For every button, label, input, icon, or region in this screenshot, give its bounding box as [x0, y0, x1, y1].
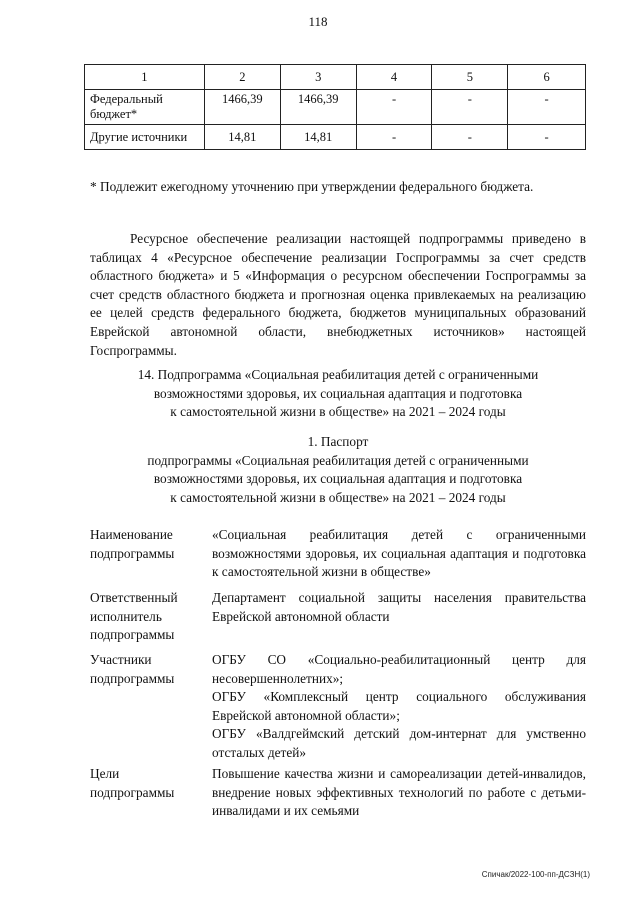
table-cell: 1466,39 [280, 90, 356, 125]
passport-heading-line: 1. Паспорт [307, 434, 369, 449]
passport-label-name: Наименование подпрограммы [90, 527, 175, 561]
passport-value-line: ОГБУ СО «Социально-реабилитационный центр для несовершеннолетних»; [212, 652, 586, 686]
table-cell: 14,81 [280, 125, 356, 150]
table-cell: - [508, 125, 586, 150]
table-row [85, 90, 586, 125]
table-header-cell: 5 [432, 65, 508, 90]
table-header-cell: 3 [280, 65, 356, 90]
table-header-cell: 1 [85, 65, 205, 90]
funding-table [84, 64, 586, 150]
passport-value-goals [212, 765, 586, 821]
table-cell: - [356, 125, 432, 150]
section-heading-line: возможностями здоровья, их социальная адаптация и подготовка [153, 385, 523, 401]
section-heading-line: 14. Подпрограмма «Социальная реабилитация детей с ограниченными [137, 367, 539, 382]
passport-label-participants: Участники подпрограммы [90, 652, 175, 686]
passport-label-executor: Ответственный исполнитель подпрограммы [90, 590, 178, 643]
footnote: * Подлежит ежегодному уточнению при утверждении федерального бюджета. [90, 179, 534, 194]
passport-heading-line: возможностями здоровья, их социальная адаптация и подготовка [153, 471, 523, 487]
table-header-cell: 2 [204, 65, 280, 90]
footer-code: Спичак/2022-100-пп-ДСЗН(1) [481, 870, 590, 879]
table-cell: - [356, 90, 432, 125]
table-row [85, 125, 586, 150]
table-cell: - [508, 90, 586, 125]
resource-paragraph [90, 230, 586, 360]
table-cell: 1466,39 [204, 90, 280, 125]
passport-value-executor [212, 589, 586, 626]
table-cell-source: Другие источники [85, 125, 205, 150]
passport-value-participants [212, 651, 586, 763]
table-cell: - [432, 125, 508, 150]
section-heading [90, 366, 586, 422]
table-cell: - [432, 90, 508, 125]
table-cell: 14,81 [204, 125, 280, 150]
passport-value-line: Повышение качества жизни и самореализации детей-инвалидов, внедрение новых эффективных технологий по работе с детьми-инвалидами и их семьями [212, 766, 586, 819]
passport-value-line: ОГБУ «Комплексный центр социального обслуживания Еврейской автономной области»; [212, 689, 586, 723]
resource-paragraph-text: Ресурсное обеспечение реализации настоящей подпрограммы приведено в таблицах 4 «Ресурсное обеспечение реализации Госпрограммы за счет средств областного бюджета» и 5 «Информация о ресурсном обеспечении Госпрограммы за счет средств областного бюджета и прогнозная оценка привлекаемых на реализацию ее целей средств федерального бюджета, бюджетов муниципальных образований Еврейской автономной области, внебюджетных источников» настоящей Госпрограммы. [90, 231, 586, 358]
passport-label-goals: Цели подпрограммы [90, 766, 175, 800]
table-header-cell: 6 [508, 65, 586, 90]
passport-value-line: «Социальная реабилитация детей с ограниченными возможностями здоровья, их социальная адаптация и подготовка к самостоятельной жизни в обществе» [212, 527, 586, 580]
table-cell-source: Федеральный бюджет* [85, 90, 205, 125]
table-header-cell: 4 [356, 65, 432, 90]
page-number: 118 [308, 14, 328, 29]
table-header-row [85, 65, 586, 90]
passport-value-line: Департамент социальной защиты населения правительства Еврейской автономной области [212, 590, 586, 624]
passport-heading [90, 433, 586, 507]
section-heading-line: к самостоятельной жизни в обществе» на 2021 – 2024 годы [170, 404, 506, 420]
passport-heading-line: к самостоятельной жизни в обществе» на 2021 – 2024 годы [170, 489, 506, 505]
passport-heading-line: подпрограммы «Социальная реабилитация детей с ограниченными [147, 452, 529, 468]
passport-value-line: ОГБУ «Валдгеймский детский дом-интернат для умственно отсталых детей» [212, 726, 586, 760]
passport-value-name [212, 526, 586, 582]
